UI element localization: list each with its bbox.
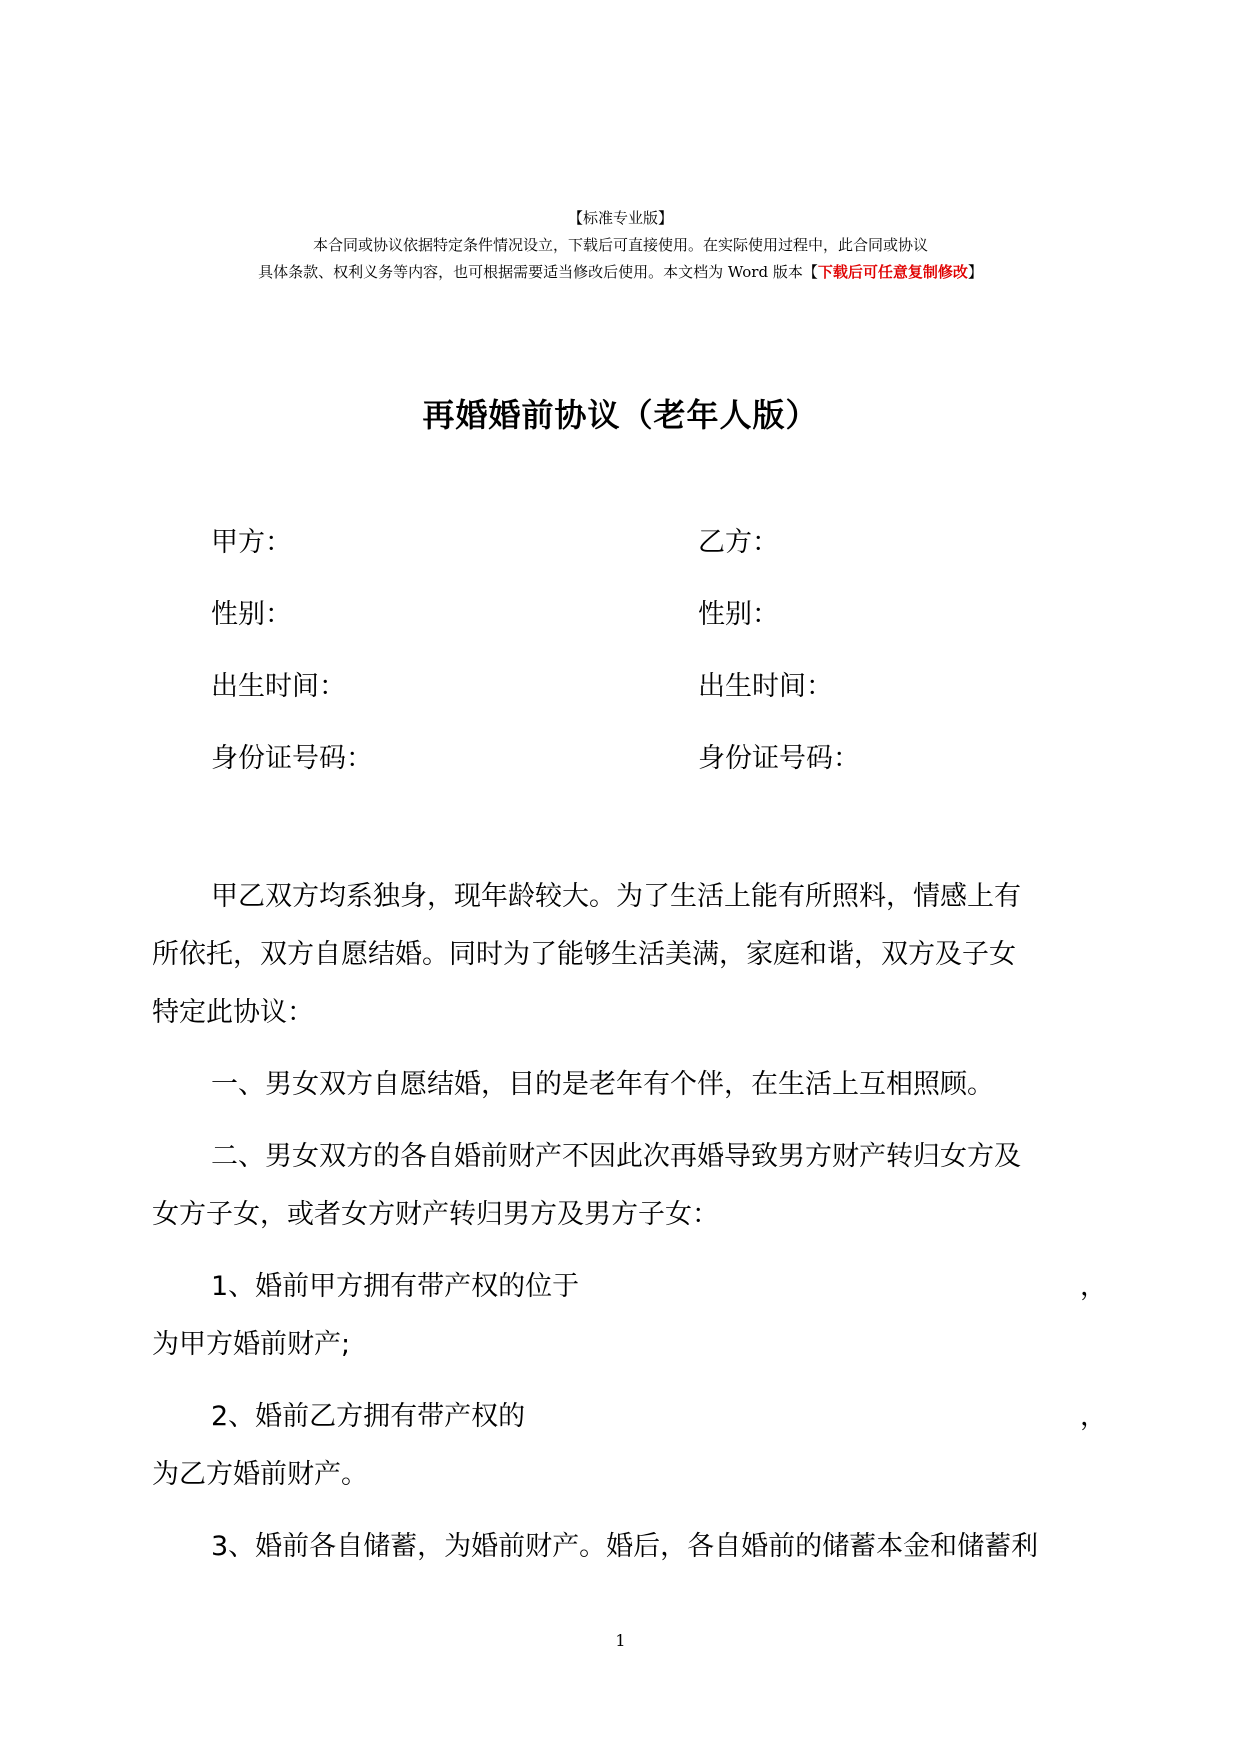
clause-2-line-2: 女方子女，或者女方财产转归男方及男方子女： [152,1199,719,1230]
sub-clause-2-line-2: 为乙方婚前财产。 [152,1459,368,1490]
sub-clause-2-comma: ， [1080,1401,1107,1432]
sub-clause-1-line-1: 1、婚前甲方拥有带产权的位于 [211,1271,580,1302]
party-a-birth-label: 出生时间： [211,671,346,702]
document-header [0,205,1241,286]
party-a-gender-label: 性别： [211,599,292,630]
page-number: 1 [615,1631,626,1650]
header-edition-label: 【标准专业版】 [567,209,673,227]
party-a-id-label: 身份证号码： [211,743,373,774]
header-note-suffix: 】 [967,263,983,281]
header-highlight: 下载后可任意复制修改 [817,263,968,281]
party-a-label: 甲方： [211,527,292,558]
sub-clause-1-line-2: 为甲方婚前财产; [152,1329,351,1360]
party-b-gender-label: 性别： [698,599,779,630]
intro-line-1: 甲乙双方均系独身，现年龄较大。为了生活上能有所照料，情感上有 [211,881,1021,912]
document-title: 再婚婚前协议（老年人版） [422,396,819,434]
sub-clause-1-comma: ， [1080,1271,1107,1302]
intro-line-2: 所依托，双方自愿结婚。同时为了能够生活美满，家庭和谐，双方及子女 [152,939,1016,970]
clause-1: 一、男女双方自愿结婚，目的是老年有个伴，在生活上互相照顾。 [211,1069,994,1100]
sub-clause-3-line-1: 3、婚前各自储蓄，为婚前财产。婚后，各自婚前的储蓄本金和储蓄利 [211,1531,1039,1562]
party-b-birth-label: 出生时间： [698,671,833,702]
party-b-id-label: 身份证号码： [698,743,860,774]
header-note-line-2 [0,259,1241,286]
clause-2-line-1: 二、男女双方的各自婚前财产不因此次再婚导致男方财产转归女方及 [211,1141,1021,1172]
intro-line-3: 特定此协议： [152,997,314,1028]
party-b-label: 乙方： [698,527,779,558]
header-note-line-1: 本合同或协议依据特定条件情况设立，下载后可直接使用。在实际使用过程中，此合同或协议 [312,236,928,254]
sub-clause-2-line-1: 2、婚前乙方拥有带产权的 [211,1401,526,1432]
header-note-prefix: 具体条款、权利义务等内容，也可根据需要适当修改后使用。本文档为 Word 版本【 [258,263,818,281]
